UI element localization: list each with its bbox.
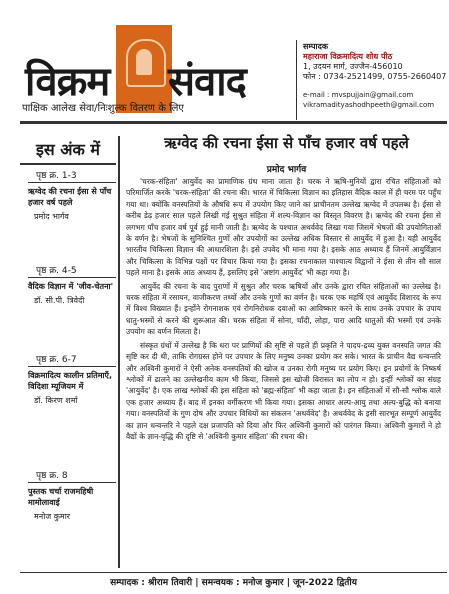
contents-page-number: पृष्ठ क्र. 8 bbox=[28, 470, 116, 483]
column-divider bbox=[118, 136, 120, 568]
seal-figure-icon bbox=[136, 49, 152, 75]
publisher-address: 1, उदयन मार्ग, उज्जैन-456010 bbox=[303, 62, 403, 71]
contents-headline: पुस्तक चर्चा राजमहिषी मामोलावाई bbox=[28, 487, 94, 507]
masthead-title-right: संवाद bbox=[168, 59, 246, 105]
contents-entry[interactable] bbox=[20, 170, 116, 222]
contents-headline: ऋग्वेद की रचना ईसा से पाँच हजार वर्ष पहले bbox=[28, 187, 112, 207]
article-author: प्रमोद भार्गव bbox=[266, 165, 307, 175]
contents-sidebar bbox=[20, 130, 116, 570]
masthead-tagline: पाक्षिक आलेख सेवा/निःशुल्क वितरण के लिए bbox=[22, 103, 184, 114]
contents-entry[interactable] bbox=[20, 470, 116, 522]
contents-headline: वैदिक विज्ञान में 'जीव-चेतना' bbox=[28, 282, 114, 291]
masthead bbox=[0, 0, 449, 118]
masthead-divider bbox=[296, 40, 297, 120]
publisher-phone: फोन : 0734-2521499, 0755-2660407 bbox=[303, 72, 447, 81]
article-paragraph: संस्कृत ग्रंथों में उल्लेख है कि धरा पर प्राणियों की सृष्टि से पहले ही प्रकृति ने पादप-द्रव्य युक्त वनस्पति जगत की सृष्टि कर दी थी, ताकि रोगग्रस्त होने पर उपचार के लिए मनुष्य उनका प्रयोग कर सके। भारत के प्राचीन वैद्य धन्वन्तरि और अश्विनी कुमारों ने ऐसी अनेक वनस्पतियों की खोज व उनका रोगी मनुष्य पर प्रयोग किए। इन प्रयोगों के निष्कर्ष श्लोकों में ढालने का उल्लेखनीय काम भी किया, जिससे इस खोजी विरासत का लोप न हो। इन्हीं श्लोकों का संग्रह 'आयुर्वेद' है। एक लाख श्लोकों की इस संहिता को 'ब्रह्म-संहिता' भी कहा जाता है। इन संहिताओं में सौ-सौ श्लोक वाले एक हजार अध्याय हैं। बाद में इनका वर्गीकरण भी किया गया। इसका आधार अल्प-आयु तथा अल्प-बुद्धि को बनाया गया। वनस्पतियों के गुण दोष और उपचार विधियों का संकलन 'अथर्ववेद' है। अथर्ववेद के इसी सारभूत सम्पूर्ण आयुर्वेद का ज्ञान धन्वन्तरि ने पहले दक्ष प्रजापति को दिया और फिर अश्विनी कुमारों को पारंगत किया। अश्विनी कुमारों ने हो वैद्यों के ज्ञान-वृद्धि की दृष्टि से 'अश्विनी कुमार संहिता' की रचना की। bbox=[126, 340, 441, 441]
article-body bbox=[126, 176, 441, 444]
article-title: ऋग्वेद की रचना ईसा से पाँच हजार वर्ष पहले bbox=[164, 134, 409, 152]
publisher-email-2: vikramadityashodhpeeth@gmail.com bbox=[303, 101, 435, 109]
article-paragraph: आयुर्वेद की रचना के बाद पुराणों में सुश्रुत और चरक ऋषियों और उनके द्वारा रचित संहिताओं का उल्लेख है। चरक संहिता में रसायन, वाजीकरण तथ्यों और उनके गुणों का वर्णन है। चरक एक महर्षि एवं आयुर्वेद विशारद के रूप में विश्व विख्यात हैं। इन्होंने रोगनाशक एवं रोगनिरोधक दवाओं का आविष्कार करने के साथ उनके उपचार के उपाय धातु-भस्मों से करने की शुरूआत की। चरक संहिता में सोना, चाँदी, लोहा, पारा आदि धातुओं की भस्मों एवं उनके उपयोग का वर्णन मिलता है। bbox=[126, 281, 441, 337]
contents-author: प्रमोद भार्गव bbox=[34, 212, 69, 221]
contents-author: मनोज कुमार bbox=[34, 512, 71, 521]
contents-entry[interactable] bbox=[20, 265, 116, 306]
article-paragraph: 'चरक-संहिता' आयुर्वेद का प्रामाणिक ग्रंथ माना जाता है। चरक ने ऋषि-मुनियों द्वारा रचित संहिताओं को परिमार्जित करके 'चरक-संहिता' की रचना की। भारत में चिकित्सा विज्ञान का इतिहास वैदिक काल में ही चरम पर पहुँच गया था। क्योंकि वनस्पतियों के औषधि रूप में उपयोग किए जाने का प्राचीनतम उल्लेख ऋग्वेद में उपलब्ध है। ईसा से करीब डेढ़ हजार साल पहले लिखी गई सुश्रुत संहिता में शल्य-विज्ञान का विस्तृत विवरण है। ऋग्वेद की रचना ईसा से लगभग पाँच हजार वर्ष पूर्व हुई मानी जाती है। ऋग्वेद के पश्चात अथर्ववेद लिखा गया जिसमें भेषजों की उपयोगिताओं के वर्णन है। भेषजों के सुनिश्चित गुणों और उपयोगों का उल्लेख अधिक विस्तार से आयुर्वेद में हुआ है। यही आयुर्वेद भारतीय चिकित्सा विज्ञान की आधारशिला है। इसे उपवेद भी माना गया है। इसके आठ अध्याय हैं जिनमें आयुर्विज्ञान और चिकित्सा के विभिन्न पक्षों पर विचार किया गया है। इसका रचनाकाल पाश्चात्य विद्वानों ने ईसा से तीन सौ साल पहले माना है। इसके आठ अध्याय हैं, इसलिए इसे 'अष्टांग आयुर्वेद' भी कहा गया है। bbox=[126, 177, 441, 278]
footer-credits: सम्पादक : श्रीराम तिवारी | समन्वयक : मनोज कुमार | जून-2022 द्वितीय bbox=[110, 578, 357, 588]
masthead-title-left: विक्रम bbox=[25, 59, 110, 105]
publisher-email: e-mail : mvspujjain@gmail.com bbox=[303, 91, 414, 99]
contents-page-number: पृष्ठ क्र. 6-7 bbox=[28, 354, 116, 367]
publisher-block bbox=[303, 42, 447, 110]
contents-entry[interactable] bbox=[20, 354, 116, 406]
publisher-name: महाराजा विक्रमादित्य शोध पीठ bbox=[303, 52, 393, 61]
contents-author: डॉ. सी.पी. त्रिवेदी bbox=[34, 296, 85, 305]
footer-rule bbox=[20, 572, 447, 573]
contents-page-number: पृष्ठ क्र. 1-3 bbox=[28, 170, 116, 183]
publisher-label: सम्पादक bbox=[303, 42, 328, 51]
contents-headline: विक्रमादित्य कालीन प्रतिमाएँ, विदिशा म्यूजियम में bbox=[28, 371, 113, 391]
contents-author: डॉ. किरण शर्मा bbox=[34, 396, 78, 405]
header-rule bbox=[20, 121, 447, 124]
contents-page-number: पृष्ठ क्र. 4-5 bbox=[28, 265, 116, 278]
sidebar-title: इस अंक में bbox=[20, 138, 116, 165]
